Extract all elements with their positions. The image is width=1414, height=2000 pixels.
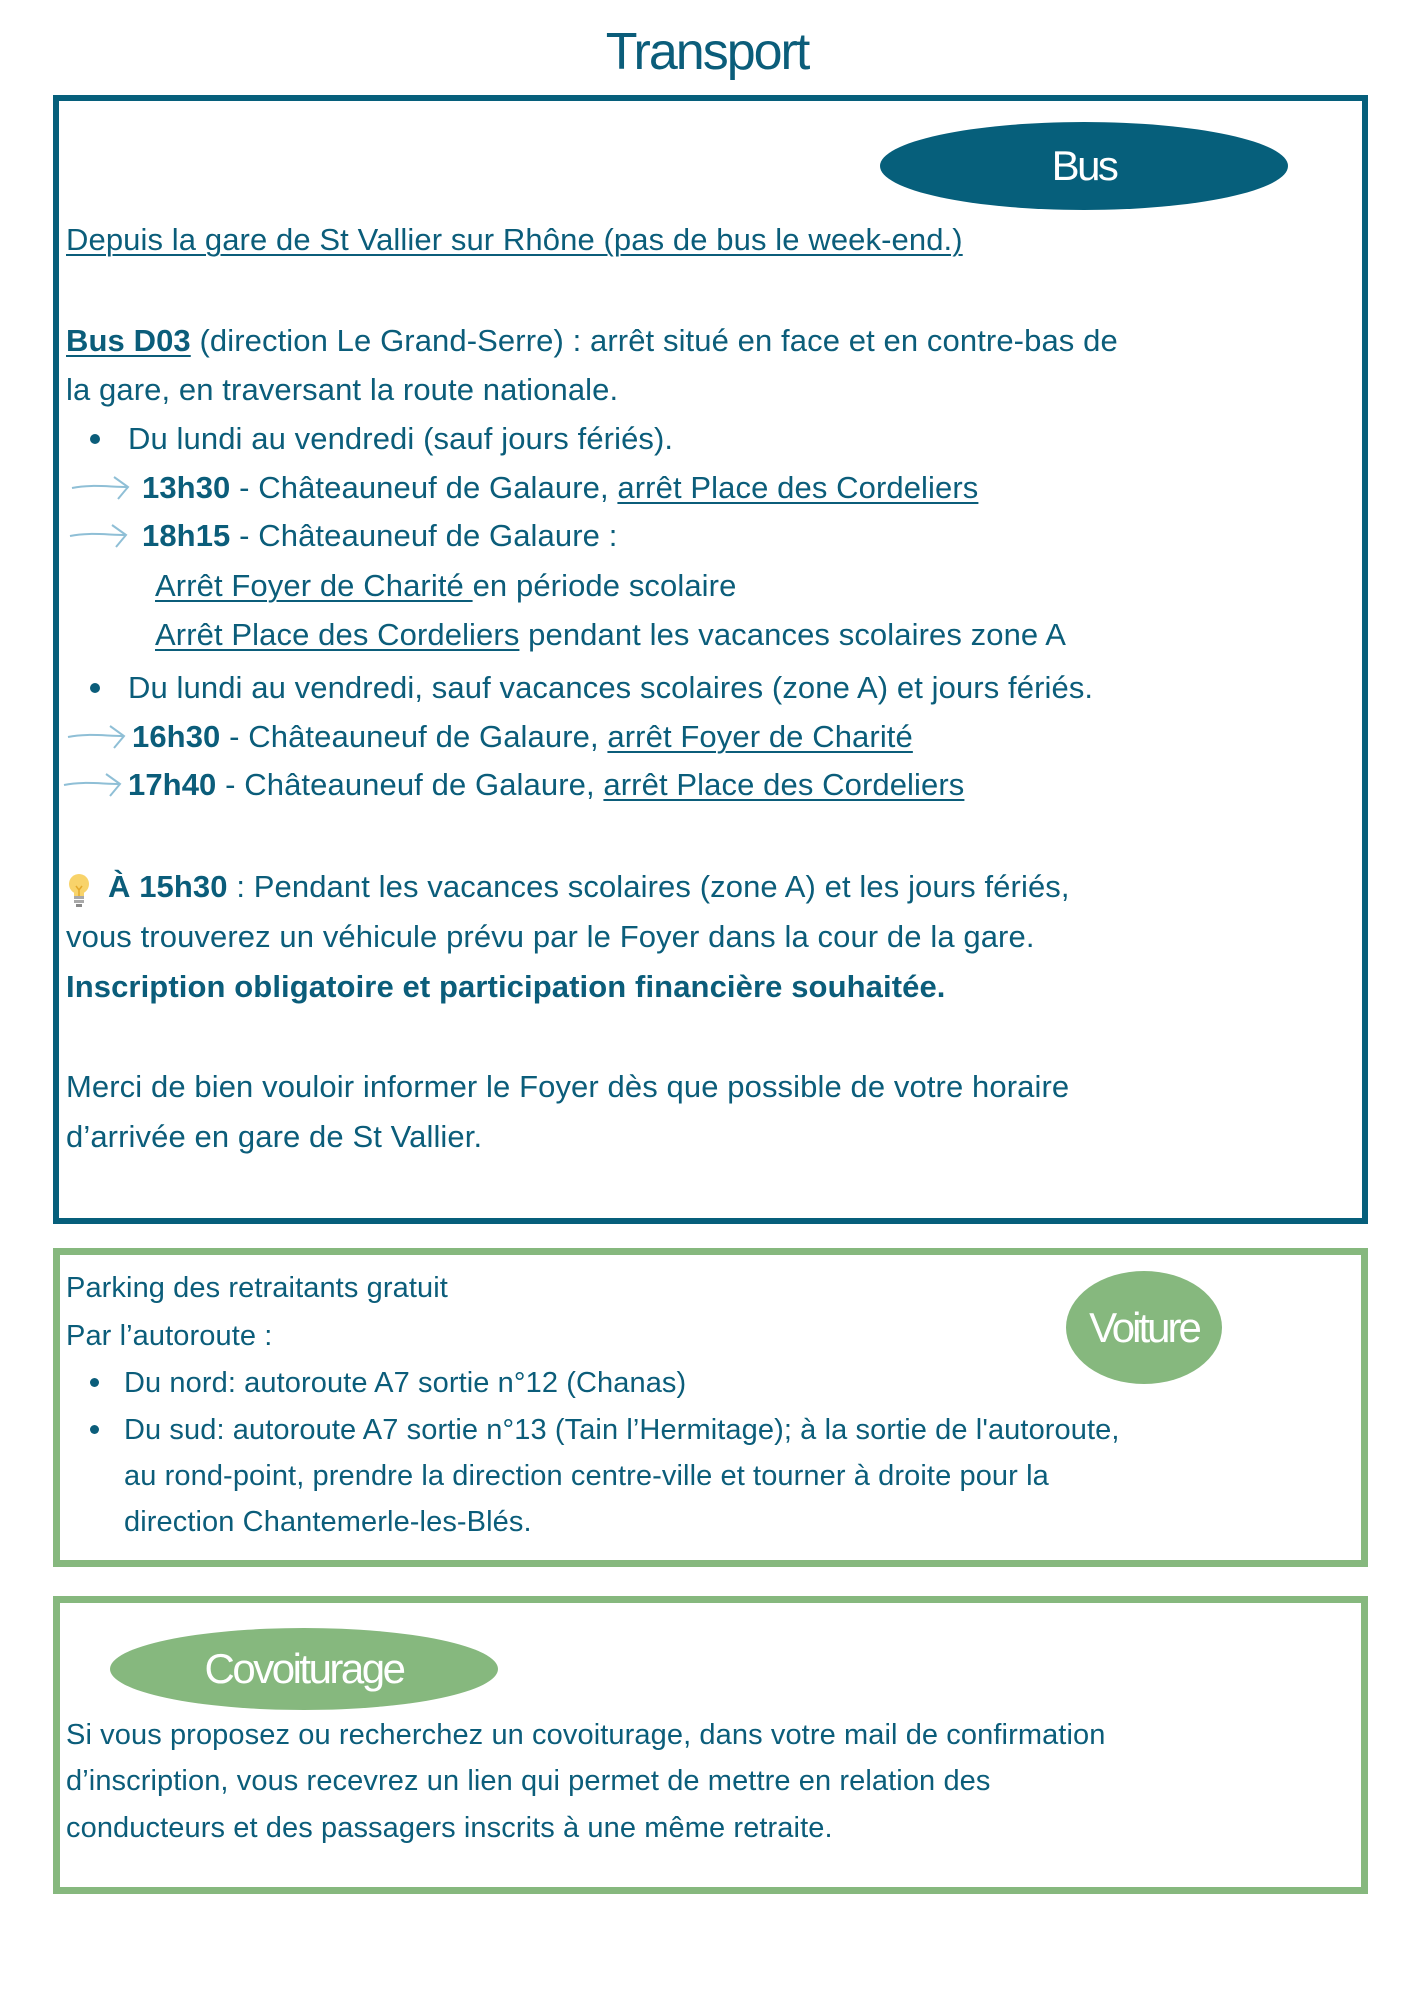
footer-line1: Merci de bien vouloir informer le Foyer dès que possible de votre horaire (66, 1069, 1070, 1104)
arrow-right-icon (62, 771, 122, 799)
departure-time: 16h30 (132, 719, 221, 754)
bus-intro-line1 (66, 321, 1118, 361)
voiture-line2: Par l’autoroute : (66, 1320, 273, 1352)
arrow-right-icon (70, 474, 130, 502)
arrow-right-icon (68, 522, 128, 550)
stop-link[interactable]: Arrêt Foyer de Charité (155, 568, 473, 603)
voiture-badge (1066, 1271, 1222, 1384)
bullet-icon (90, 1425, 99, 1434)
covoiturage-line1: Si vous proposez ou recherchez un covoiturage, dans votre mail de confirmation (66, 1719, 1106, 1751)
departure-time: 18h15 (142, 518, 231, 553)
voiture-badge-label: Voiture (1089, 1303, 1199, 1351)
bus-heading: Depuis la gare de St Vallier sur Rhône (pas de bus le week-end.) (66, 222, 963, 257)
stop-link[interactable]: arrêt Place des Cordeliers (603, 767, 965, 802)
stop-text: - Châteauneuf de Galaure, (230, 470, 618, 505)
footer-line2: d’arrivée en gare de St Vallier. (66, 1119, 483, 1154)
covoiturage-line3: conducteurs et des passagers inscrits à une même retraite. (66, 1812, 833, 1844)
schedule1-subitem-1 (155, 566, 736, 606)
bullet-icon (90, 434, 100, 444)
stop-link[interactable]: Arrêt Place des Cordeliers (155, 617, 520, 652)
bullet-icon (90, 683, 100, 693)
note-line2: vous trouverez un véhicule prévu par le Foyer dans la cour de la gare. (66, 919, 1035, 954)
bus-section (53, 95, 1368, 1224)
schedule2-label: Du lundi au vendredi, sauf vacances scolaires (zone A) et jours fériés. (128, 670, 1094, 705)
departure-time: 13h30 (142, 470, 231, 505)
page-title: Transport (605, 23, 809, 81)
schedule1-subitem-2 (155, 615, 1066, 655)
note-time: À 15h30 (108, 869, 228, 904)
lightbulb-icon (68, 874, 90, 908)
bus-badge-label: Bus (1051, 142, 1117, 189)
bus-badge (880, 122, 1288, 210)
stop-link[interactable]: arrêt Place des Cordeliers (617, 470, 979, 505)
note-line1 (108, 867, 1070, 907)
bus-line-name: Bus D03 (66, 323, 191, 358)
stop-text: pendant les vacances scolaires zone A (519, 617, 1067, 652)
schedule1-item-1 (142, 468, 978, 508)
arrow-right-icon (66, 723, 126, 751)
stop-text: - Châteauneuf de Galaure : (230, 518, 618, 553)
schedule2-item-1 (132, 717, 913, 757)
stop-text: - Châteauneuf de Galaure, (216, 767, 604, 802)
stop-text: - Châteauneuf de Galaure, (220, 719, 608, 754)
voiture-line1: Parking des retraitants gratuit (66, 1272, 448, 1304)
stop-text: en période scolaire (472, 568, 737, 603)
note-text: : Pendant les vacances scolaires (zone A) et les jours fériés, (227, 869, 1070, 904)
bus-intro-line2: la gare, en traversant la route nationale. (66, 372, 619, 407)
voiture-bullet-2: Du sud: autoroute A7 sortie n°13 (Tain l’Hermitage); à la sortie de l'autoroute, (124, 1414, 1120, 1446)
voiture-bullet-1: Du nord: autoroute A7 sortie n°12 (Chanas) (124, 1367, 687, 1399)
note-line3: Inscription obligatoire et participation financière souhaitée. (66, 969, 946, 1004)
departure-time: 17h40 (128, 767, 217, 802)
schedule1-label: Du lundi au vendredi (sauf jours fériés). (128, 421, 674, 456)
voiture-continuation-2: direction Chantemerle-les-Blés. (124, 1506, 532, 1538)
schedule1-item-2 (142, 516, 617, 556)
covoiturage-badge (110, 1628, 498, 1710)
bus-intro-text: (direction Le Grand-Serre) : arrêt situé en face et en contre-bas de (190, 323, 1118, 358)
covoiturage-badge-label: Covoiturage (204, 1645, 404, 1692)
stop-link[interactable]: arrêt Foyer de Charité (607, 719, 913, 754)
covoiturage-line2: d’inscription, vous recevrez un lien qui permet de mettre en relation des (66, 1765, 991, 1797)
voiture-continuation-1: au rond-point, prendre la direction centre-ville et tourner à droite pour la (124, 1460, 1049, 1492)
schedule2-item-2 (128, 765, 964, 805)
bullet-icon (90, 1378, 99, 1387)
